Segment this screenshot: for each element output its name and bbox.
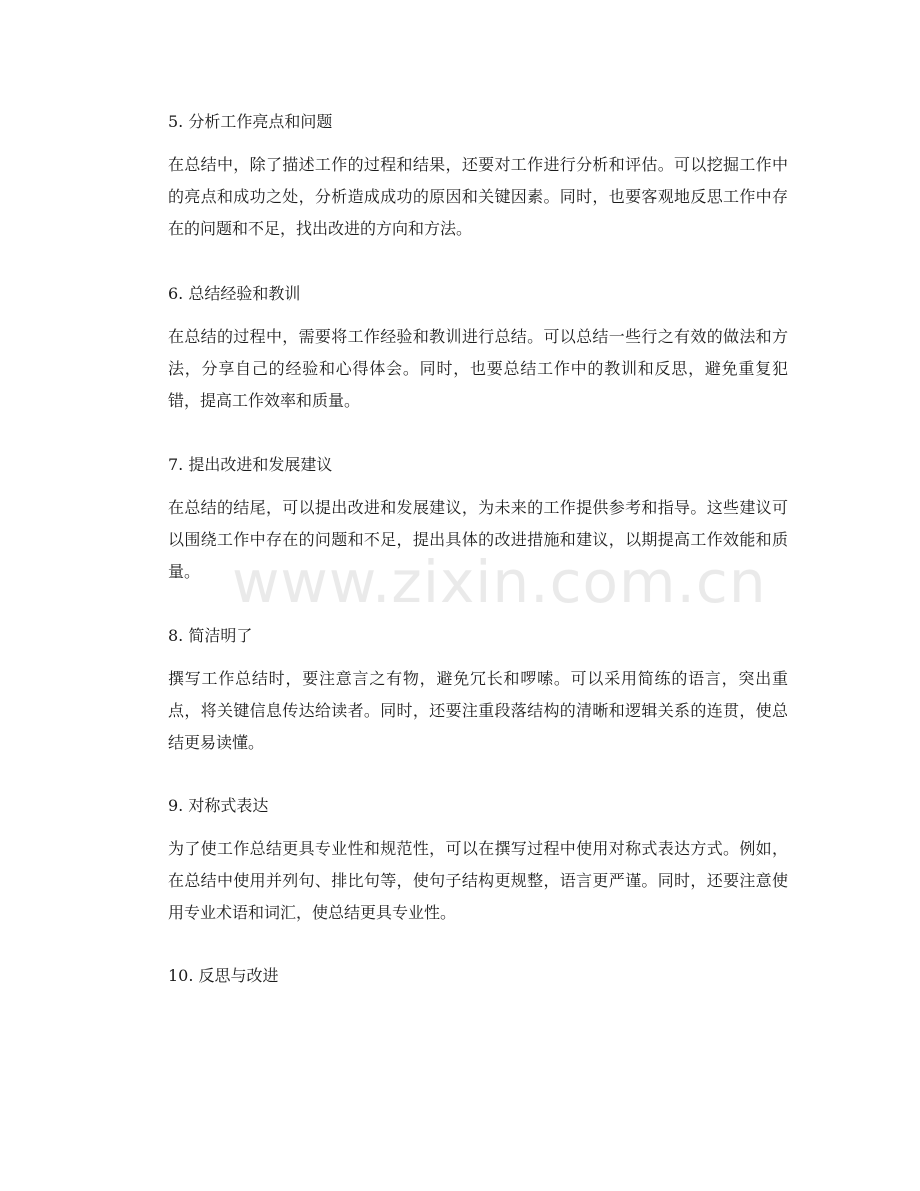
section-paragraph: 在总结中，除了描述工作的过程和结果，还要对工作进行分析和评估。可以挖掘工作中的亮点和成功之处，分析造成成功的原因和关键因素。同时，也要客观地反思工作中存在的问题和不足，找出改进的方向和方法。 <box>168 155 788 238</box>
section-8 <box>168 624 788 759</box>
section-heading: 6. 总结经验和教训 <box>168 284 301 303</box>
section-7 <box>168 453 788 588</box>
section-5 <box>168 110 788 245</box>
section-heading: 7. 提出改进和发展建议 <box>168 455 333 474</box>
section-heading: 8. 简洁明了 <box>168 626 253 645</box>
section-heading: 9. 对称式表达 <box>168 796 269 815</box>
section-paragraph: 在总结的结尾，可以提出改进和发展建议，为未来的工作提供参考和指导。这些建议可以围绕工作中存在的问题和不足，提出具体的改进措施和建议，以期提高工作效能和质量。 <box>168 498 788 581</box>
section-paragraph: 为了使工作总结更具专业性和规范性，可以在撰写过程中使用对称式表达方式。例如，在总结中使用并列句、排比句等，使句子结构更规整，语言更严谨。同时，还要注意使用专业术语和词汇，使总结更具专业性。 <box>168 839 788 922</box>
section-paragraph: 撰写工作总结时，要注意言之有物，避免冗长和啰嗦。可以采用简练的语言，突出重点，将关键信息传达给读者。同时，还要注重段落结构的清晰和逻辑关系的连贯，使总结更易读懂。 <box>168 669 788 752</box>
watermark: www.zixin.com.cn <box>232 548 767 616</box>
section-10 <box>168 964 788 988</box>
section-heading: 10. 反思与改进 <box>168 966 279 985</box>
section-6 <box>168 282 788 417</box>
section-heading: 5. 分析工作亮点和问题 <box>168 112 333 131</box>
section-9 <box>168 794 788 929</box>
section-paragraph: 在总结的过程中，需要将工作经验和教训进行总结。可以总结一些行之有效的做法和方法，分享自己的经验和心得体会。同时，也要总结工作中的教训和反思，避免重复犯错，提高工作效率和质量。 <box>168 327 788 410</box>
